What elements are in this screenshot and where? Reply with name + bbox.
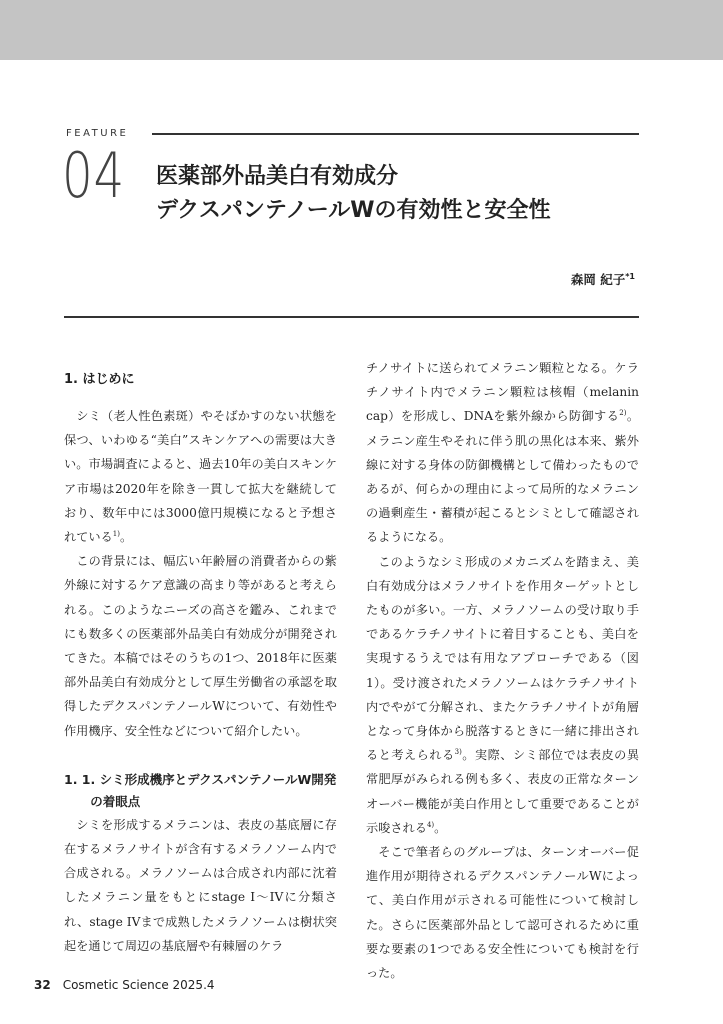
feature-label: FEATURE xyxy=(66,128,129,139)
page-footer xyxy=(34,978,215,992)
author-mark: *1 xyxy=(625,272,635,281)
section-heading-intro: 1. はじめに xyxy=(64,372,135,387)
feature-number: 04 xyxy=(62,139,126,212)
journal-name: Cosmetic Science 2025.4 xyxy=(62,978,215,992)
reference-mark: 4) xyxy=(426,820,435,829)
header-band xyxy=(0,0,723,60)
subsection-heading: 1. 1. シミ形成機序とデクスパンテノールW開発 の着眼点 xyxy=(64,771,337,809)
author-rule xyxy=(64,316,639,318)
paragraph: そこで筆者らのグループは、ターンオーバー促進作用が期待されるデクスパンテノールWによって、美白作用が示される可能性について検討した。さらに医薬部外品として認可されるために重要な要素の1つである安全性についても検討を行った。 xyxy=(366,845,639,981)
paragraph: この背景には、幅広い年齢層の消費者からの紫外線に対するケア意識の高まり等があると考えられる。このようなニーズの高さを鑑み、これまでにも数多くの医薬部外品美白有効成分が開発されてきた。本稿ではそのうちの1つ、2018年に医薬部外品美白有効成分として厚生労働省の承認を取得したデクスパンテノールWについて、有効性や作用機序、安全性などについて紹介したい。 xyxy=(64,554,337,738)
reference-mark: 3) xyxy=(454,748,462,757)
title-line-1: 医薬部外品美白有効成分 xyxy=(156,164,399,189)
left-column xyxy=(64,364,337,958)
feature-rule xyxy=(152,133,639,135)
article-title xyxy=(156,160,551,228)
right-column xyxy=(366,356,639,985)
paragraph: チノサイトに送られてメラニン顆粒となる。ケラチノサイト内でメラニン顆粒は核帽（melanin cap）を形成し、DNAを紫外線から防御する$^{2)}$。メラニン産生やそれに伴う肌の黒化は本来、紫外線に対する身体の防御機構として備わったものであるが、何らかの理由によって局所的なメラニンの過剰産生・蓄積が起こるとシミとして確認されるようになる。 xyxy=(366,361,640,545)
author-name: 森岡 紀子 xyxy=(570,272,626,287)
page-number: 32 xyxy=(34,978,51,992)
reference-mark: 1) xyxy=(112,530,120,539)
author xyxy=(571,270,635,288)
paragraph: シミを形成するメラニンは、表皮の基底層に存在するメラノサイトが含有するメラノソーム内で合成される。メラノソームは合成され内部に沈着したメラニン量をもとにstage I〜IVに分類され、stage IVまで成熟したメラノソームは樹状突起を通じて周辺の基底層や有棘層のケラ xyxy=(64,817,337,953)
title-line-2: デクスパンテノールWの有効性と安全性 xyxy=(156,198,551,223)
paragraph: シミ（老人性色素斑）やそばかすのない状態を保つ、いわゆる“美白”スキンケアへの需要は大きい。市場調査によると、過去10年の美白スキンケア市場は2020年を除き一貫して拡大を継続しており、数年中には3000億円規模になると予想されている$^{1)}$。 xyxy=(64,409,337,545)
reference-mark: 2) xyxy=(619,409,627,418)
paragraph: このようなシミ形成のメカニズムを踏まえ、美白有効成分はメラノサイトを作用ターゲットとしたものが多い。一方、メラノソームの受け取り手であるケラチノサイトに着目することも、美白を実現するうえでは有用なアプローチである（図1）。受け渡されたメラノソームはケラチノサイト内でやがて分解され、またケラチノサイトが角層となって身体から脱落するときに一緒に排出されると考えられる$^{3)}$。実際、シミ部位では表皮の異常肥厚がみられる例も多く、表皮の正常なターンオーバー機能が美白作用として重要であることが示唆される$^{4)}$。 xyxy=(366,554,640,835)
